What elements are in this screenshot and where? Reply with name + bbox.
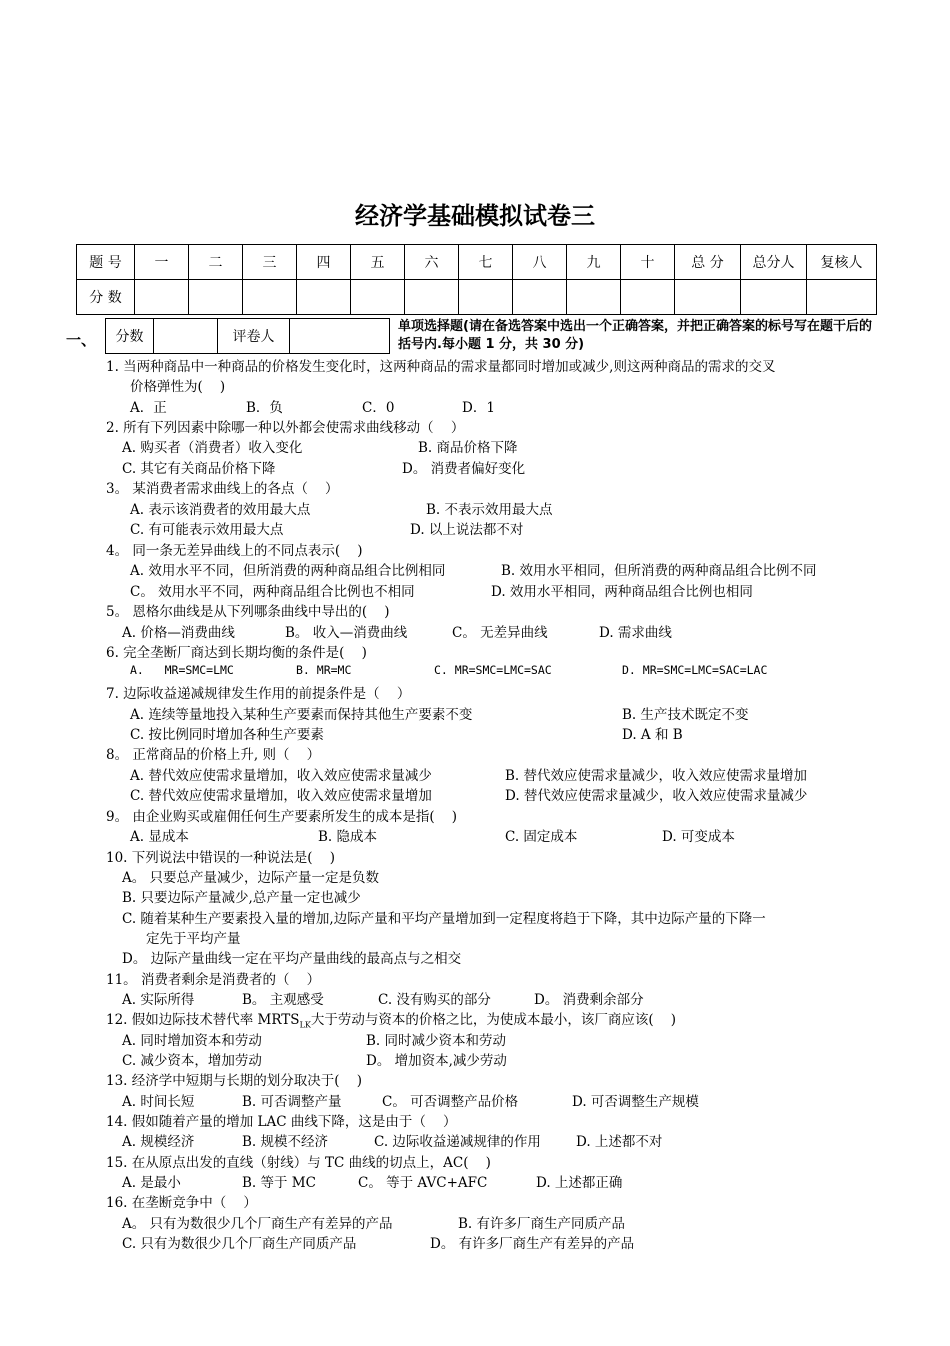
option: C. 随着某种生产要素投入量的增加,边际产量和平均产量增加到一定程度将趋于下降，其中边际产量的下降一 xyxy=(122,911,766,927)
option: B. 有许多厂商生产同质产品 xyxy=(458,1216,626,1232)
page-title: 经济学基础模拟试卷三 xyxy=(355,202,595,230)
option: B. 隐成本 xyxy=(318,829,378,845)
option: A. 价格—消费曲线 xyxy=(122,625,235,641)
header-cell: 五 xyxy=(351,245,405,280)
question-stem: 6. 完全垄断厂商达到长期均衡的条件是( ) xyxy=(106,645,367,661)
option: C. MR=SMC=LMC=SAC xyxy=(434,663,552,677)
question-stem: 15. 在从原点出发的直线（射线）与 TC 曲线的切点上，AC( ) xyxy=(106,1155,491,1171)
subscript: LK xyxy=(299,1020,311,1030)
header-cell: 六 xyxy=(405,245,459,280)
question-stem: 16. 在垄断竞争中（ ） xyxy=(106,1195,257,1211)
question-stem: 5。 恩格尔曲线是从下列哪条曲线中导出的( ) xyxy=(106,604,390,620)
score-table xyxy=(76,244,877,315)
option: C. 只有为数很少几个厂商生产同质产品 xyxy=(122,1236,357,1252)
option: D. MR=SMC=LMC=SAC=LAC xyxy=(622,663,768,677)
option: A. 显成本 xyxy=(130,829,189,845)
option: C. 固定成本 xyxy=(505,829,578,845)
question-stem: 3。 某消费者需求曲线上的各点（ ） xyxy=(106,481,339,497)
question-stem: 10. 下列说法中错误的一种说法是( ) xyxy=(106,850,335,866)
option: A. 时间长短 xyxy=(122,1094,195,1110)
grader-score-cell xyxy=(154,319,218,354)
option: B. 等于 MC xyxy=(242,1175,316,1191)
question-stem: 7. 边际收益递减规律发生作用的前提条件是（ ） xyxy=(106,686,411,702)
header-cell: 总分人 xyxy=(741,245,807,280)
header-cell: 题 号 xyxy=(77,245,135,280)
score-cell xyxy=(459,280,513,315)
question-stem: 9。 由企业购买或雇佣任何生产要素所发生的成本是指( ) xyxy=(106,809,458,825)
option: B。 收入—消费曲线 xyxy=(285,625,408,641)
question-stem: 11。 消费者剩余是消费者的（ ） xyxy=(106,972,321,988)
question-stem xyxy=(106,1008,676,1030)
header-cell: 二 xyxy=(189,245,243,280)
option: C. 其它有关商品价格下降 xyxy=(122,461,276,477)
header-cell: 总 分 xyxy=(675,245,741,280)
option: B. MR=MC xyxy=(296,663,352,677)
option: D. 需求曲线 xyxy=(599,625,672,641)
option: A. 同时增加资本和劳动 xyxy=(122,1033,262,1049)
option: A. 效用水平不同，但所消费的两种商品组合比例相同 xyxy=(130,563,446,579)
option: B. 不表示效用最大点 xyxy=(426,502,553,518)
option: A. 购买者（消费者）收入变化 xyxy=(122,440,303,456)
grader-name-label: 评卷人 xyxy=(218,319,290,354)
option: C。 等于 AVC+AFC xyxy=(358,1175,488,1191)
option: C. 没有购买的部分 xyxy=(378,992,491,1008)
option: D。 边际产量曲线一定在平均产量曲线的最高点与之相交 xyxy=(122,951,462,967)
option: D. 上述都不对 xyxy=(576,1134,663,1150)
option: B．负 xyxy=(246,400,283,416)
option: D. 上述都正确 xyxy=(536,1175,623,1191)
option: B。 主观感受 xyxy=(242,992,324,1008)
score-cell xyxy=(741,280,807,315)
option: A. 连续等量地投入某种生产要素而保持其他生产要素不变 xyxy=(130,707,473,723)
option: C. 替代效应使需求量增加，收入效应使需求量增加 xyxy=(130,788,432,804)
option: D. A 和 B xyxy=(622,727,683,743)
score-cell xyxy=(405,280,459,315)
option: A. 实际所得 xyxy=(122,992,195,1008)
option: B. 生产技术既定不变 xyxy=(622,707,749,723)
option: C. 有可能表示效用最大点 xyxy=(130,522,284,538)
option: C. 边际收益递减规律的作用 xyxy=(374,1134,541,1150)
option: B. 可否调整产量 xyxy=(242,1094,342,1110)
question-stem: 4。 同一条无差异曲线上的不同点表示( ) xyxy=(106,543,363,559)
option: A. 表示该消费者的效用最大点 xyxy=(130,502,311,518)
option: B. 效用水平相同，但所消费的两种商品组合比例不同 xyxy=(501,563,817,579)
option: B. 商品价格下降 xyxy=(418,440,518,456)
question-stem: 8。 正常商品的价格上升, 则（ ） xyxy=(106,747,321,763)
header-cell: 四 xyxy=(297,245,351,280)
question-stem: 14. 假如随着产量的增加 LAC 曲线下降，这是由于（ ） xyxy=(106,1114,457,1130)
option: A。 只有为数很少几个厂商生产有差异的产品 xyxy=(122,1216,393,1232)
grader-name-cell xyxy=(290,319,390,354)
option: D. 替代效应使需求量减少，收入效应使需求量减少 xyxy=(505,788,808,804)
header-cell: 九 xyxy=(567,245,621,280)
score-cell xyxy=(621,280,675,315)
option: B. 替代效应使需求量减少，收入效应使需求量增加 xyxy=(505,768,808,784)
option: D．1 xyxy=(462,400,495,416)
score-table-header-row xyxy=(77,245,877,280)
option: D. 可否调整生产规模 xyxy=(572,1094,699,1110)
header-cell: 十 xyxy=(621,245,675,280)
question-text: 12. 假如边际技术替代率 MRTS xyxy=(106,1012,300,1028)
option: C. 减少资本，增加劳动 xyxy=(122,1053,262,1069)
score-cell xyxy=(675,280,741,315)
question-stem: 2. 所有下列因素中除哪一种以外都会使需求曲线移动（ ） xyxy=(106,420,465,436)
section-instruction: 单项选择题(请在备选答案中选出一个正确答案，并把正确答案的标号写在题干后的括号内.每小题 1 分，共 30 分) xyxy=(398,319,872,352)
option: D。 消费者偏好变化 xyxy=(402,461,526,477)
score-cell xyxy=(567,280,621,315)
option: C．0 xyxy=(362,400,395,416)
option-cont: 定先于平均产量 xyxy=(146,931,241,947)
option: A. 规模经济 xyxy=(122,1134,195,1150)
option: B. 同时减少资本和劳动 xyxy=(366,1033,507,1049)
option: D。 增加资本,减少劳动 xyxy=(366,1053,507,1069)
option: A. 是最小 xyxy=(122,1175,181,1191)
option: A．正 xyxy=(130,400,167,416)
option: A. MR=SMC=LMC xyxy=(130,663,234,677)
score-cell xyxy=(189,280,243,315)
option: D. 以上说法都不对 xyxy=(410,522,524,538)
grader-score-label: 分数 xyxy=(106,319,154,354)
header-cell: 一 xyxy=(135,245,189,280)
option: A。 只要总产量减少，边际产量一定是负数 xyxy=(122,870,380,886)
header-cell: 八 xyxy=(513,245,567,280)
section-number: 一、 xyxy=(66,331,97,349)
option: D。 消费剩余部分 xyxy=(534,992,644,1008)
question-stem: 1. 当两种商品中一种商品的价格发生变化时，这两种商品的需求量都同时增加或减少,则这两种商品的需求的交叉 xyxy=(106,359,776,375)
header-cell: 复核人 xyxy=(807,245,877,280)
question-stem-cont: 价格弹性为( ) xyxy=(130,379,226,395)
option: B. 只要边际产量减少,总产量一定也减少 xyxy=(122,890,361,906)
option: C. 按比例同时增加各种生产要素 xyxy=(130,727,324,743)
option: C。 无差异曲线 xyxy=(452,625,548,641)
score-row-label: 分 数 xyxy=(77,280,135,315)
header-cell: 七 xyxy=(459,245,513,280)
score-cell xyxy=(807,280,877,315)
score-cell xyxy=(351,280,405,315)
score-table-score-row xyxy=(77,280,877,315)
score-cell xyxy=(297,280,351,315)
question-text: 大于劳动与资本的价格之比，为使成本最小，该厂商应该( ) xyxy=(310,1012,677,1028)
header-cell: 三 xyxy=(243,245,297,280)
option: C。 可否调整产品价格 xyxy=(382,1094,519,1110)
question-stem: 13. 经济学中短期与长期的划分取决于( ) xyxy=(106,1073,362,1089)
option: A. 替代效应使需求量增加，收入效应使需求量减少 xyxy=(130,768,432,784)
score-cell xyxy=(513,280,567,315)
option: D。 有许多厂商生产有差异的产品 xyxy=(430,1236,635,1252)
option: D. 可变成本 xyxy=(662,829,735,845)
option: C。 效用水平不同，两种商品组合比例也不相同 xyxy=(130,584,415,600)
grader-table xyxy=(105,318,390,354)
score-cell xyxy=(135,280,189,315)
score-cell xyxy=(243,280,297,315)
option: B. 规模不经济 xyxy=(242,1134,329,1150)
option: D. 效用水平相同，两种商品组合比例也相同 xyxy=(491,584,753,600)
